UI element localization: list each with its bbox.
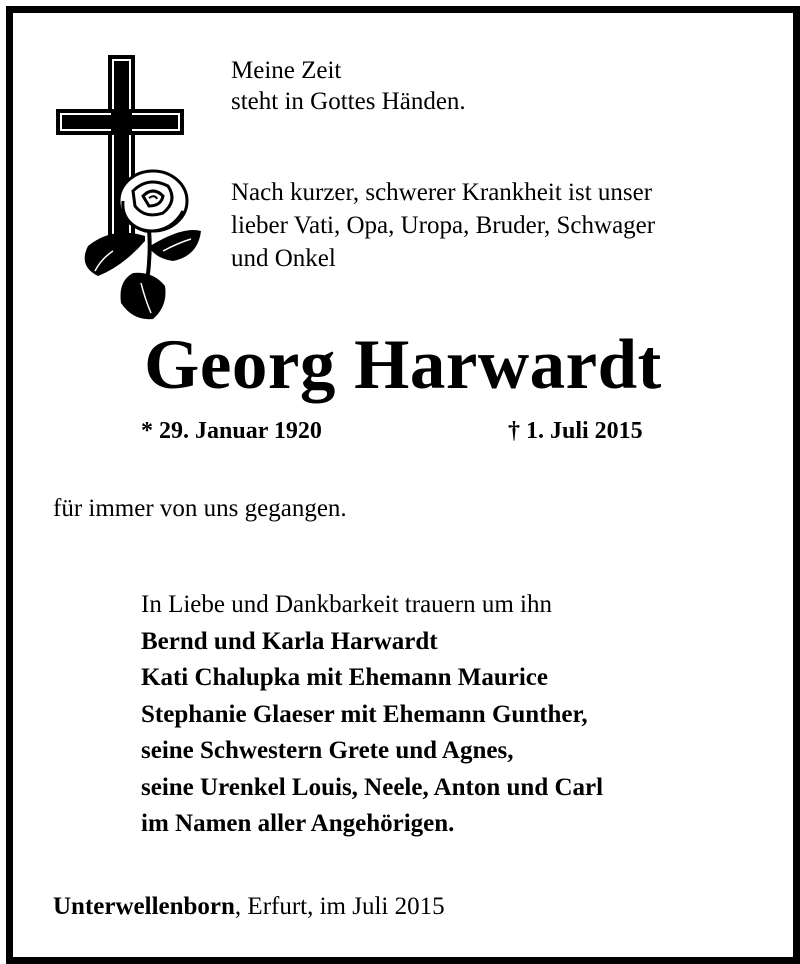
- deceased-name: Georg Harwardt: [144, 326, 662, 404]
- closing-place: Unterwellenborn: [53, 893, 235, 920]
- mourner-line: Stephanie Glaeser mit Ehemann Gunther,: [141, 700, 588, 728]
- mourners-block: [141, 587, 603, 843]
- mourner-line: seine Schwestern Grete und Agnes,: [141, 737, 514, 764]
- mourner-line: Kati Chalupka mit Ehemann Maurice: [141, 664, 548, 691]
- rose-icon: [85, 171, 201, 319]
- motto-text: [231, 55, 466, 117]
- motto-line: steht in Gottes Händen.: [231, 88, 466, 115]
- closing-line: [53, 893, 445, 921]
- birth-date: * 29. Januar 1920: [141, 418, 322, 444]
- intro-line: und Onkel: [231, 245, 336, 272]
- mourners-intro: In Liebe und Dankbarkeit trauern um ihn: [141, 591, 552, 618]
- obituary-frame: [6, 6, 800, 964]
- intro-line: lieber Vati, Opa, Uropa, Bruder, Schwager: [231, 212, 656, 239]
- mourner-line: seine Urenkel Louis, Neele, Anton und Carl: [141, 773, 604, 801]
- closing-rest: , Erfurt, im Juli 2015: [234, 893, 445, 920]
- motto-line: Meine Zeit: [231, 57, 342, 84]
- death-date: † 1. Juli 2015: [508, 418, 643, 444]
- intro-line: Nach kurzer, schwerer Krankheit ist unser: [231, 179, 653, 206]
- intro-text: [231, 176, 655, 275]
- mourner-line: Bernd und Karla Harwardt: [141, 627, 438, 655]
- mourner-line: im Namen aller Angehörigen.: [141, 810, 455, 837]
- cross-rose-emblem: [53, 51, 203, 321]
- passed-text: für immer von uns gegangen.: [53, 495, 347, 522]
